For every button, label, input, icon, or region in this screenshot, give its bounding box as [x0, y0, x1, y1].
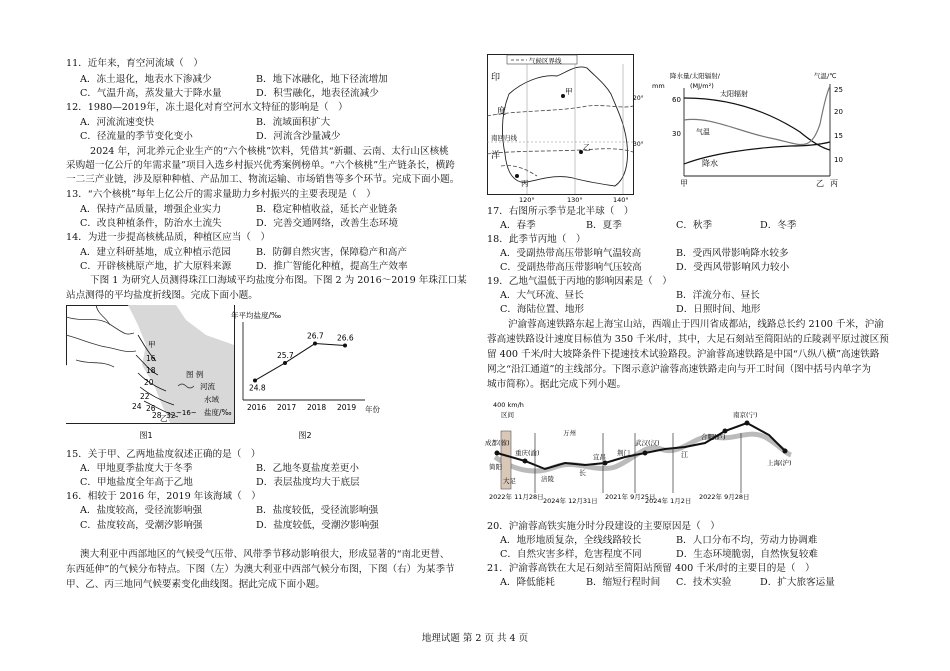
q20-opt-c[interactable]: C．自然灾害多样，危害程度不同	[500, 549, 642, 560]
y-left-tick: 60	[672, 96, 681, 104]
speed-sub-label: 区间	[501, 411, 514, 419]
australia-climate-map	[487, 54, 642, 204]
lat-tick: 30°	[633, 141, 644, 148]
city-label: 南京(宁)	[733, 411, 758, 419]
q14-stem: 14．为进一步提高核桃品质，种植区应当（ ）	[66, 232, 271, 243]
q11-opt-a[interactable]: A．冻土退化，地表水下渗减少	[80, 74, 212, 85]
passage-aus-l1: 澳大利亚中西部地区的气候受气压带、风带季节移动影响很大，形成显著的“南北更替、	[80, 549, 450, 560]
map-legend-label: 气候区界线	[529, 57, 562, 65]
q20-stem: 20．沪渝蓉高铁实施分时分段建设的主要原因是（ ）	[487, 521, 720, 532]
q19-opt-b[interactable]: B．洋流分布、昼长	[676, 290, 760, 301]
city-label: 成都(蓉)	[485, 439, 510, 447]
legend-water-label: 水域	[204, 395, 219, 404]
q16-opt-d[interactable]: D．盐度较低，受潮汐影响强	[256, 520, 379, 531]
y-right-tick: 10	[834, 156, 843, 164]
passage-2024-l1: 2024 年，河北养元企业生产的“六个核桃”饮料，凭借其“新疆、云南、太行山区核桃	[90, 146, 449, 157]
series-label-temp: 气温	[696, 128, 710, 136]
q16-opt-a[interactable]: A．盐度较高，受径流影响强	[80, 505, 203, 516]
fig2-x-tick: 2016	[247, 403, 267, 412]
figure2-salinity-chart	[225, 308, 385, 444]
series-label-precip: 降水	[702, 159, 718, 168]
q17-opt-c[interactable]: C．秋季	[676, 220, 713, 231]
map-label-jia: 甲	[565, 87, 573, 96]
section-date: 2024年 12月31日	[543, 497, 598, 505]
isoline-label: 26	[146, 404, 156, 413]
city-label: 重庆(渝)	[515, 449, 540, 457]
y-left-unit2: (MJ/m²)	[690, 82, 714, 90]
legend-salinity-symbol: ~16~	[176, 409, 197, 417]
y-left-unit1: mm	[652, 82, 665, 90]
q19-opt-c[interactable]: C．海陆位置、地形	[500, 304, 585, 315]
passage-rail-l2: 蓉高速铁路设计速度目标值为 350 千米/时，其中，大足石刻站至简阳站的丘陵剥平原过渡区预	[487, 334, 889, 345]
figure1-salinity-map	[66, 305, 236, 443]
city-dot-wuhan	[643, 451, 648, 456]
y-right-tick: 25	[834, 86, 843, 94]
place-yi-label: 乙	[160, 414, 168, 423]
city-dot-chengdu	[495, 451, 500, 456]
fig2-series-line	[255, 344, 345, 381]
city-label: 大足	[503, 477, 516, 485]
isoline-label: 32	[166, 411, 176, 420]
q16-opt-c[interactable]: C．盐度较高，受潮汐影响强	[80, 520, 203, 531]
lon-tick: 120°	[519, 196, 535, 204]
q13-opt-c[interactable]: C．改良种植条件，防治水土流失	[80, 218, 222, 229]
city-label: 荆门	[617, 449, 630, 457]
page-footer: 地理试题 第 2 页 共 4 页	[421, 633, 529, 644]
q18-opt-b[interactable]: B．受西风带影响降水较多	[676, 248, 789, 259]
isoline-label: 22	[140, 392, 150, 401]
city-label: 万州	[563, 429, 576, 437]
q17-stem: 17．右图所示季节是北半球（ ）	[487, 206, 634, 217]
q21-stem: 21．沪渝蓉高铁在大足石刻站至简阳站预留 400 千米/时的主要目的是（ ）	[487, 563, 815, 574]
lon-tick: 140°	[613, 196, 629, 204]
city-label: 涪陵	[541, 475, 554, 483]
passage-2024-l3: 一二三产业链，涉及原种种植、产品加工、物流运输、市场销售等多个环节。完成下面小题。	[66, 174, 460, 185]
fig2-ylabel: 年平均盐度/‰	[231, 311, 282, 320]
q13-opt-b[interactable]: B．稳定种植收益，延长产业链条	[256, 204, 398, 215]
map-label-yin: 印	[491, 73, 501, 83]
x-label-jia: 甲	[680, 179, 688, 188]
map-label-du: 度	[497, 107, 507, 117]
fig2-x-tick: 2017	[277, 403, 297, 412]
q15-stem: 15．关于甲、乙两地盐度叙述正确的是（ ）	[66, 449, 261, 460]
q15-opt-b[interactable]: B．乙地冬夏盐度差更小	[256, 463, 359, 474]
q20-opt-a[interactable]: A．地形地质复杂，全线线路较长	[500, 535, 642, 546]
q15-opt-d[interactable]: D．表层盐度均大于底层	[256, 477, 360, 488]
q12-opt-d[interactable]: D．河流含沙量减少	[256, 131, 341, 142]
place-jia-label: 甲	[148, 340, 156, 349]
passage-aus-l2: 东西延伸”的气候分布特点。下图（左）为澳大利亚中西部气候分布图，下图（右）为某季节	[66, 564, 455, 575]
lat-tick: 20°	[633, 95, 644, 102]
section-date: 2024年 1月2日	[645, 497, 692, 505]
q18-opt-a[interactable]: A．受副热带高压带影响气温较高	[500, 248, 642, 259]
q13-opt-a[interactable]: A．保持产品质量，增强企业实力	[80, 204, 222, 215]
isoline-label: 18	[146, 366, 156, 375]
city-dot-chongqing	[523, 459, 528, 464]
q19-stem: 19．乙地气温低于丙地的影响因素是（ ）	[487, 276, 672, 287]
q12-opt-c[interactable]: C．径流量的季节变化变小	[80, 131, 193, 142]
q16-opt-b[interactable]: B．盐度较低，受径流影响强	[256, 505, 379, 516]
q12-stem: 12．1980—2019年，冻土退化对育空河水文特征的影响是（ ）	[66, 102, 348, 113]
fig2-point	[313, 342, 317, 346]
fig2-data-label: 25.7	[277, 350, 294, 360]
y-left-tick: 30	[672, 130, 681, 138]
point-bing	[515, 174, 519, 178]
q11-opt-c[interactable]: C．气温升高，蒸发量大于降水量	[80, 88, 222, 99]
legend-salinity-label: 盐度/‰	[204, 408, 232, 417]
q11-stem: 11．近年来，育空河流域（ ）	[66, 58, 203, 69]
q18-opt-d[interactable]: D．受西风带影响风力较小	[676, 262, 790, 273]
q12-opt-b[interactable]: B．流域面积扩大	[256, 117, 331, 128]
passage-rail-l4: 网之“沿江通道”的主线部分。下图示意沪渝蓉高速铁路走向与开工时间（图中括号内单字为	[487, 364, 871, 375]
q15-opt-a[interactable]: A．甲地夏季盐度大于冬季	[80, 463, 193, 474]
city-label: 宜昌	[593, 453, 606, 461]
section-date: 2022年 11月28日	[489, 493, 544, 501]
river-char: 长	[579, 469, 586, 477]
passage-fig-l1: 下图 1 为研究人员测得珠江口海域平均盐度分布图。下图 2 为 2016～2019 年珠江口某	[90, 275, 467, 286]
fig2-data-label: 26.7	[307, 331, 324, 341]
isoline-label: 28	[152, 411, 162, 420]
q17-opt-d[interactable]: D．冬季	[760, 220, 797, 231]
q20-opt-d[interactable]: D．生态环境脆弱，自然恢复较难	[676, 549, 819, 560]
y-right-tick: 15	[834, 132, 843, 140]
passage-rail-l1: 沪渝蓉高速铁路东起上海宝山站，西端止于四川省成都站，线路总长约 2100 千米，沪渝	[508, 319, 884, 330]
q19-opt-a[interactable]: A．大气环流、昼长	[500, 290, 584, 301]
q11-opt-b[interactable]: B．地下冰融化，地下径流增加	[256, 74, 388, 85]
tropic-label: 南回归线	[491, 134, 517, 142]
figure1-caption: 图1	[139, 431, 153, 440]
railway-route-map	[485, 393, 795, 515]
climate-elements-chart	[650, 54, 850, 204]
legend-water-swatch	[178, 395, 200, 402]
isoline-label: 20	[144, 378, 154, 387]
q17-opt-a[interactable]: A．春季	[500, 220, 536, 231]
isoline-label: 16	[146, 354, 156, 363]
series-solar-radiation	[684, 98, 830, 150]
fig2-x-tick: 2018	[307, 403, 327, 412]
q13-opt-d[interactable]: D．完善交通网络，改善生态环境	[256, 218, 399, 229]
q21-opt-b[interactable]: B．缩短行程时间	[586, 577, 661, 588]
city-dot-shanghai	[783, 449, 788, 454]
map-label-yang: 洋	[491, 151, 501, 161]
river-char: 江	[681, 451, 688, 459]
q18-stem: 18．此季节丙地（ ）	[487, 234, 586, 245]
city-label: 简阳	[489, 463, 502, 471]
y-right-label: 气温/℃	[814, 72, 837, 80]
q16-stem: 16．相较于 2016 年，2019 年该海域（ ）	[66, 491, 261, 502]
fig2-x-tick: 2019	[337, 403, 357, 412]
q15-opt-c[interactable]: C．甲地盐度全年高于乙地	[80, 477, 193, 488]
fig2-point	[283, 361, 287, 365]
legend-river-label: 河流	[200, 382, 215, 391]
passage-rail-l3: 留 400 千米/时大坡降条件下提速技术试验路段。沪渝蓉高速铁路是中国“八纵八横”高速铁路	[487, 349, 880, 360]
q19-opt-d[interactable]: D．日照时间、地形	[676, 304, 761, 315]
passage-fig-l2: 站点测得的平均盐度折线图。完成下面小题。	[66, 290, 258, 301]
fig2-data-label: 24.8	[249, 383, 266, 393]
map-label-bing: 丙	[521, 179, 529, 188]
fig2-xlabel: 年份	[365, 405, 380, 414]
section-date: 2021年 9月25日	[605, 493, 656, 501]
fig2-point	[343, 343, 347, 347]
q21-opt-d[interactable]: D．扩大旅客运量	[760, 577, 835, 588]
isoline-label: 24	[132, 402, 142, 411]
series-label-solar: 太阳辐射	[720, 90, 748, 98]
x-label-yi: 乙	[816, 179, 824, 188]
lon-tick: 130°	[567, 196, 583, 204]
q17-opt-b[interactable]: B．夏季	[586, 220, 622, 231]
q12-opt-a[interactable]: A．河流流速变快	[80, 117, 155, 128]
q11-opt-d[interactable]: D．积雪融化，地表径流减少	[256, 88, 379, 99]
q14-opt-a[interactable]: A．建立科研基地，成立种植示范园	[80, 247, 231, 258]
map-label-yi: 乙	[583, 143, 591, 152]
fig2-data-label: 26.6	[337, 333, 354, 343]
section-date: 2022年 9月28日	[699, 493, 750, 501]
q21-opt-a[interactable]: A．降低能耗	[500, 577, 555, 588]
q21-opt-c[interactable]: C．技术实验	[676, 577, 732, 588]
legend-title: 图 例	[186, 370, 204, 379]
q18-opt-c[interactable]: C．受副热带高压带影响气压较高	[500, 262, 642, 273]
city-label: 武汉(汉)	[635, 439, 660, 447]
city-label: 合肥(庐)	[701, 433, 726, 441]
q13-stem: 13．“六个核桃”每年上亿公斤的需求量助力乡村振兴的主要表现是（ ）	[66, 189, 376, 200]
q14-opt-d[interactable]: D．推广智能化种植，提高生产效率	[256, 261, 408, 272]
y-left-label: 降水量/太阳辐射/	[670, 72, 720, 80]
q14-opt-b[interactable]: B．防御自然灾害，保障稳产和高产	[256, 247, 407, 258]
city-label: 上海(沪)	[767, 459, 792, 467]
x-label-bing: 丙	[830, 179, 838, 188]
passage-aus-l3: 甲、乙、丙三地同气候要素变化曲线图。据此完成下面小题。	[66, 579, 326, 590]
passage-2024-l2: 采购超一亿公斤的年需求量”项目入选乡村振兴优秀案例榜单。“六个核桃”生产链条长，横跨	[66, 160, 455, 171]
fig2-point	[253, 378, 257, 382]
figure2-caption: 图2	[298, 431, 312, 440]
q14-opt-c[interactable]: C．开辟核桃原产地，扩大原料来源	[80, 261, 232, 272]
y-right-tick: 20	[834, 108, 843, 116]
passage-rail-l5: 城市简称）。据此完成下列小题。	[487, 379, 627, 390]
city-dot-nanjing	[745, 421, 750, 426]
speed-label: 400 km/h	[493, 401, 524, 409]
q20-opt-b[interactable]: B．人口分布不均，劳动力协调难	[676, 535, 818, 546]
